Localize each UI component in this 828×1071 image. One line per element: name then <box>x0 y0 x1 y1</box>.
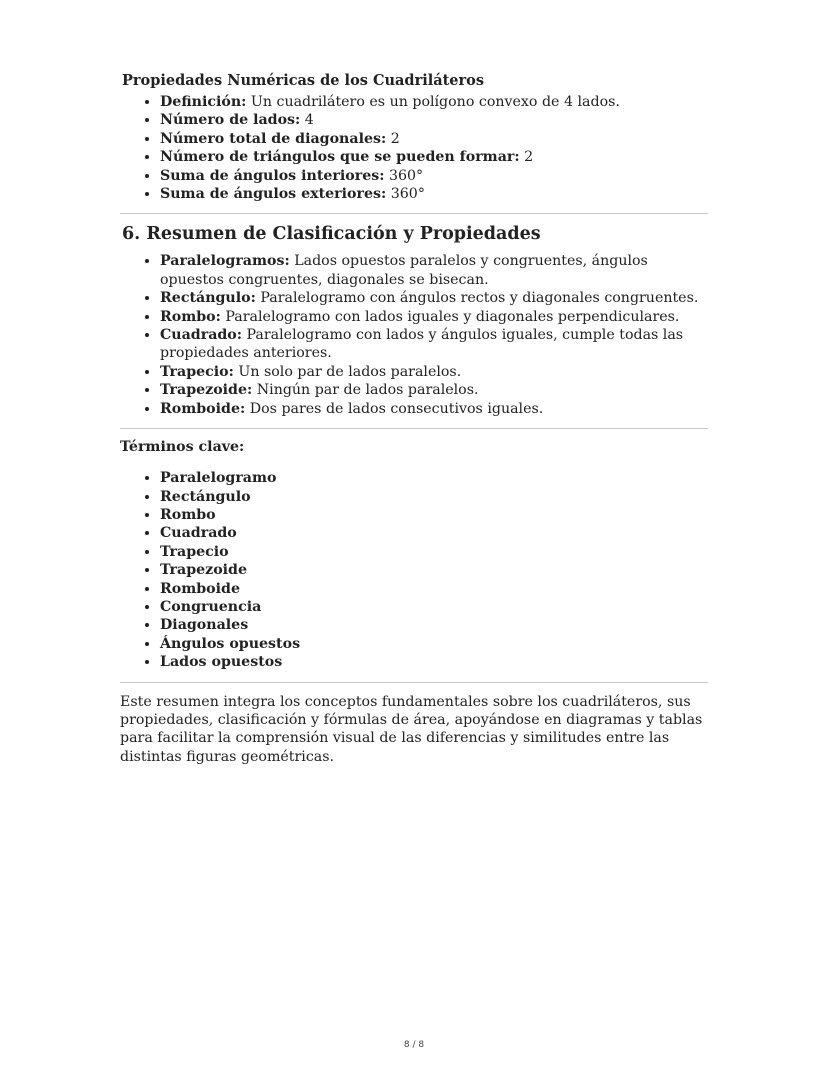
list-item <box>160 363 708 381</box>
item-term: Rectángulo: <box>160 290 256 307</box>
item-term: Paralelogramos: <box>160 253 290 270</box>
numeric-properties-heading: Propiedades Numéricas de los Cuadriláteros <box>122 72 485 89</box>
item-term: Trapezoide: <box>160 382 253 399</box>
divider <box>120 428 708 429</box>
item-text: 2 <box>519 149 534 166</box>
item-text: 2 <box>386 130 400 147</box>
key-terms-list <box>120 469 708 671</box>
item-term: Romboide: <box>160 400 246 417</box>
list-item: • Trapecio <box>160 543 708 561</box>
item-text: Lados opuestos paralelos y congruentes, ángulos opuestos congruentes, diagonales se bisecan. <box>160 253 648 288</box>
item-term: Cuadrado: <box>160 327 243 344</box>
list-item: • Romboide <box>160 580 708 598</box>
list-item: • Rombo <box>160 506 708 524</box>
list-item <box>160 252 708 289</box>
item-text: 360° <box>384 167 424 184</box>
list-item: • Lados opuestos <box>160 653 708 671</box>
summary-paragraph: Este resumen integra los conceptos fundamentales sobre los cuadriláteros, sus propiedades, clasificación y fórmulas de área, apoyándose en diagramas y tablas para facilitar la comprensión visual de las diferencias y similitudes entre las distintas figuras geométricas. <box>120 693 703 765</box>
list-item: • Congruencia <box>160 598 708 616</box>
document-page <box>120 72 708 766</box>
item-text: Un solo par de lados paralelos. <box>233 363 462 380</box>
list-item: • Cuadrado <box>160 524 708 542</box>
list-item: • Ángulos opuestos <box>160 635 708 653</box>
item-text: Dos pares de lados consecutivos iguales. <box>245 400 544 417</box>
item-text: 360° <box>386 186 425 203</box>
classification-list <box>120 252 708 418</box>
item-term: Número de triángulos que se pueden formar: <box>160 149 520 166</box>
key-terms-heading: Términos clave: <box>120 439 245 456</box>
item-term: Suma de ángulos interiores: <box>160 167 385 184</box>
item-text: Paralelogramo con lados iguales y diagonales perpendiculares. <box>220 308 680 325</box>
list-item: • Trapezoide <box>160 561 708 579</box>
item-term: Número total de diagonales: <box>160 130 387 147</box>
item-text: Paralelogramo con lados y ángulos iguales, cumple todas las propiedades anteriores. <box>160 327 684 362</box>
list-item <box>160 148 708 166</box>
item-text: Un cuadrilátero es un polígono convexo de 4 lados. <box>246 94 620 110</box>
list-item <box>160 400 708 418</box>
item-term: Definición: <box>160 94 247 110</box>
item-text: Paralelogramo con ángulos rectos y diagonales congruentes. <box>255 290 699 307</box>
list-item <box>160 93 708 111</box>
list-item <box>160 167 708 185</box>
item-term: Suma de ángulos exteriores: <box>160 186 387 203</box>
item-text: Ningún par de lados paralelos. <box>252 382 479 399</box>
section-heading: 6. Resumen de Clasificación y Propiedades <box>122 224 541 245</box>
item-text: 4 <box>300 112 314 129</box>
divider <box>120 682 708 683</box>
list-item <box>160 381 708 399</box>
item-term: Número de lados: <box>160 112 301 129</box>
list-item <box>160 308 708 326</box>
list-item <box>160 326 708 363</box>
item-term: Trapecio: <box>160 363 234 380</box>
list-item <box>160 130 708 148</box>
page-number: 8 / 8 <box>403 1040 425 1050</box>
list-item: • Paralelogramo <box>160 469 708 487</box>
divider <box>120 213 708 214</box>
item-term: Rombo: <box>160 308 221 325</box>
list-item <box>160 289 708 307</box>
numeric-properties-list <box>120 93 708 203</box>
list-item: • Diagonales <box>160 616 708 634</box>
list-item <box>160 185 708 203</box>
list-item <box>160 111 708 129</box>
list-item: • Rectángulo <box>160 488 708 506</box>
